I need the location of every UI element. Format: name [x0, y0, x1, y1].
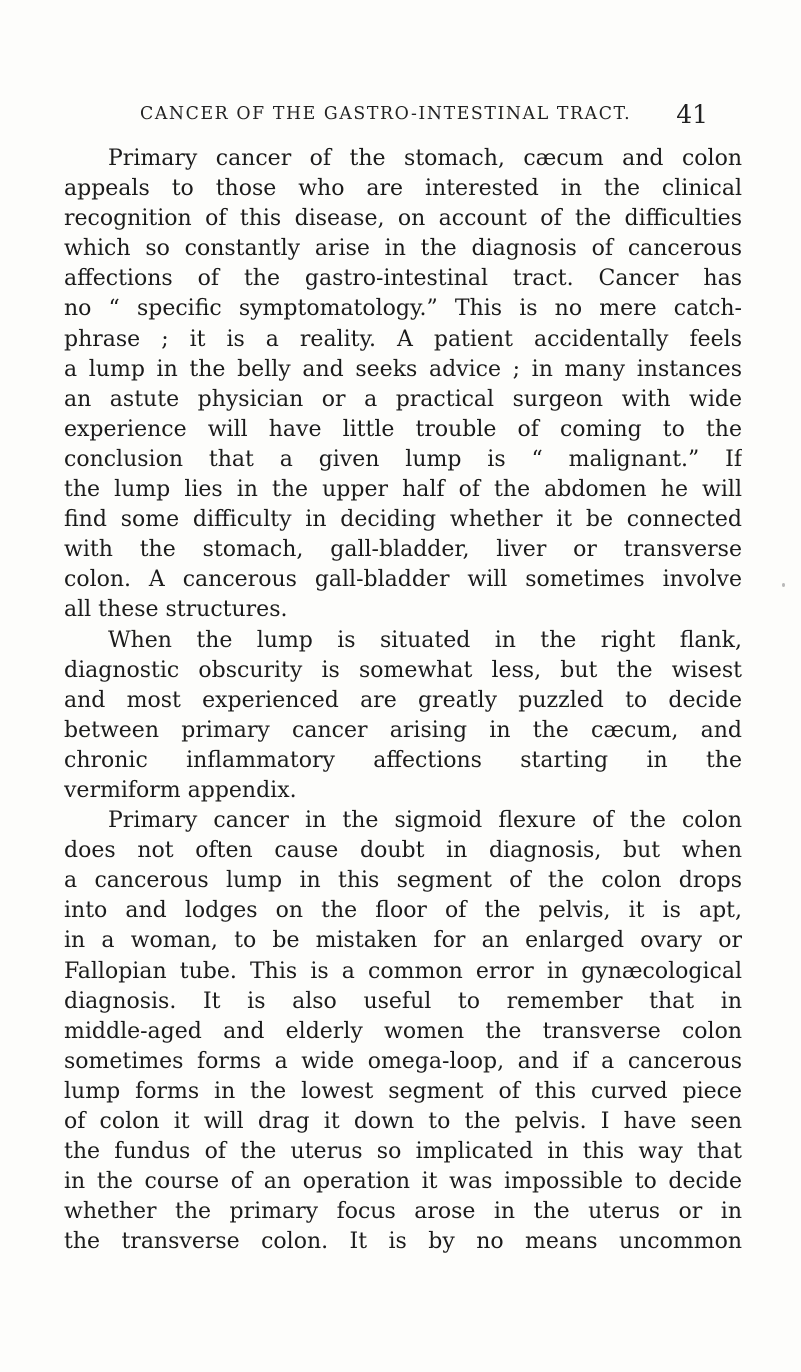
text-line: which so constantly arise in the diagnosis of cancerous: [64, 236, 742, 262]
text-line: affections of the gastro-intestinal tract. Cancer has: [64, 266, 742, 292]
text-line: middle-aged and elderly women the transverse colon: [64, 1018, 742, 1044]
text-line: Primary cancer of the stomach, cæcum and colon: [108, 146, 742, 171]
running-head-title: CANCER OF THE GASTRO-INTESTINAL TRACT.: [140, 104, 632, 124]
text-line: of colon it will drag it down to the pelvis. I have seen: [64, 1109, 742, 1134]
text-line: experience will have little trouble of coming to the: [64, 416, 742, 442]
text-line: no “ specific symptomatology.” This is no mere catch-: [64, 296, 742, 322]
text-line: lump forms in the lowest segment of this curved piece: [64, 1078, 742, 1104]
text-line: chronic inflammatory affections starting in the: [64, 747, 742, 773]
text-line: an astute physician or a practical surgeon with wide: [64, 386, 742, 412]
text-line: between primary cancer arising in the cæcum, and: [64, 717, 742, 743]
text-line: into and lodges on the floor of the pelvis, it is apt,: [64, 898, 742, 924]
text-line: appeals to those who are interested in the clinical: [64, 176, 742, 202]
page-number: 41: [676, 100, 708, 129]
text-line: Primary cancer in the sigmoid flexure of the colon: [108, 808, 742, 834]
text-line: the transverse colon. It is by no means uncommon: [64, 1229, 742, 1255]
text-line: diagnostic obscurity is somewhat less, but the wisest: [64, 657, 742, 683]
running-head: [140, 100, 710, 140]
text-line: Fallopian tube. This is a common error in gynæcological: [64, 958, 742, 984]
text-line: a cancerous lump in this segment of the colon drops: [64, 868, 742, 894]
text-line: and most experienced are greatly puzzled to decide: [64, 687, 742, 713]
text-line: whether the primary focus arose in the uterus or in: [64, 1199, 742, 1225]
text-line: in the course of an operation it was impossible to decide: [64, 1169, 742, 1195]
ink-speck: [782, 583, 785, 587]
text-line: vermiform appendix.: [64, 777, 297, 803]
text-line: the fundus of the uterus so implicated in this way that: [64, 1139, 742, 1165]
text-line: in a woman, to be mistaken for an enlarged ovary or: [64, 928, 742, 954]
text-line: all these structures.: [64, 597, 288, 623]
text-line: find some difficulty in deciding whether it be connected: [64, 507, 742, 533]
text-line: sometimes forms a wide omega-loop, and if a cancerous: [64, 1048, 742, 1074]
text-line: a lump in the belly and seeks advice ; in many instances: [64, 356, 742, 382]
body-text: [64, 144, 742, 1257]
text-line: recognition of this disease, on account of the difficulties: [64, 206, 742, 232]
text-line: with the stomach, gall-bladder, liver or transverse: [64, 537, 742, 563]
text-line: does not often cause doubt in diagnosis, but when: [64, 838, 742, 864]
text-line: the lump lies in the upper half of the abdomen he will: [64, 477, 742, 503]
text-line: When the lump is situated in the right flank,: [108, 627, 742, 653]
text-line: phrase ; it is a reality. A patient accidentally feels: [64, 326, 742, 352]
text-line: colon. A cancerous gall-bladder will sometimes involve: [64, 567, 742, 593]
text-line: conclusion that a given lump is “ malignant.” If: [64, 446, 742, 472]
text-line: diagnosis. It is also useful to remember that in: [64, 988, 742, 1014]
